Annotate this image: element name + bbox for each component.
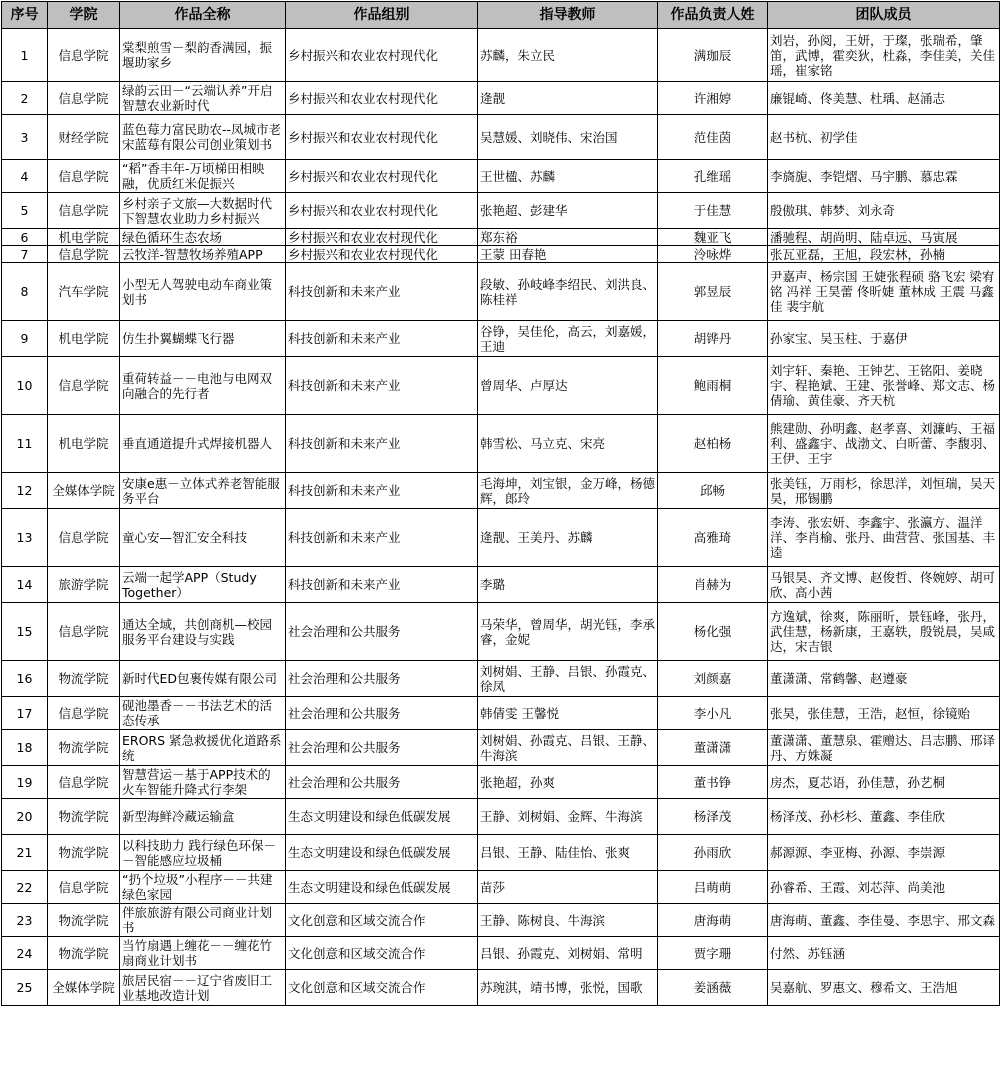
cell-college: 物流学院 <box>48 730 120 766</box>
cell-college: 信息学院 <box>48 246 120 263</box>
cell-members: 董潇潇、常鹤馨、赵遵豪 <box>768 661 1000 697</box>
header-members: 团队成员 <box>768 2 1000 29</box>
cell-group: 社会治理和公共服务 <box>286 603 478 661</box>
cell-college: 物流学院 <box>48 835 120 871</box>
cell-no: 1 <box>2 29 48 82</box>
cell-teachers: 苗莎 <box>478 871 658 904</box>
cell-title: “扔个垃圾”小程序－－共建绿色家园 <box>120 871 286 904</box>
cell-title: 智慧营运－基于APP技术的火车智能升降式行李架 <box>120 766 286 799</box>
cell-group: 社会治理和公共服务 <box>286 697 478 730</box>
cell-teachers: 王蒙 田春艳 <box>478 246 658 263</box>
cell-teachers: 王静、刘树娟、金辉、牛海滨 <box>478 799 658 835</box>
cell-members: 郝源源、李亚梅、孙源、李崇源 <box>768 835 1000 871</box>
cell-members: 熊建勋、孙明鑫、赵孝喜、刘濂屿、王福利、盛鑫宇、战渤文、白昕蕾、李馥羽、王伊、王宇 <box>768 415 1000 473</box>
cell-group: 科技创新和未来产业 <box>286 509 478 567</box>
cell-group: 生态文明建设和绿色低碳发展 <box>286 871 478 904</box>
cell-college: 全媒体学院 <box>48 473 120 509</box>
cell-leader: 刘颜嘉 <box>658 661 768 697</box>
cell-members: 赵书杭、初学佳 <box>768 115 1000 160</box>
cell-college: 信息学院 <box>48 509 120 567</box>
cell-teachers: 苏琬淇，靖书博，张悦，国歌 <box>478 970 658 1006</box>
cell-no: 4 <box>2 160 48 193</box>
cell-leader: 杨泽茂 <box>658 799 768 835</box>
cell-no: 21 <box>2 835 48 871</box>
header-college: 学院 <box>48 2 120 29</box>
table-row <box>2 766 1000 799</box>
header-group: 作品组别 <box>286 2 478 29</box>
cell-title: 童心安—智汇安全科技 <box>120 509 286 567</box>
cell-no: 9 <box>2 321 48 357</box>
cell-leader: 鲍雨桐 <box>658 357 768 415</box>
table-row <box>2 193 1000 229</box>
cell-teachers: 吴慧媛、刘晓伟、宋治国 <box>478 115 658 160</box>
cell-no: 23 <box>2 904 48 937</box>
cell-teachers: 马荣华，曾周华，胡光钰，李承睿，金妮 <box>478 603 658 661</box>
cell-title: 以科技助力 践行绿色环保－－智能感应垃圾桶 <box>120 835 286 871</box>
cell-title: 棠梨煎雪－梨韵香满园，振堰助家乡 <box>120 29 286 82</box>
cell-college: 机电学院 <box>48 321 120 357</box>
table-row <box>2 321 1000 357</box>
cell-title: 新型海鲜冷藏运输盒 <box>120 799 286 835</box>
cell-title: 云端一起学APP（Study Together） <box>120 567 286 603</box>
cell-college: 旅游学院 <box>48 567 120 603</box>
cell-title: ERORS 紧急救援优化道路系统 <box>120 730 286 766</box>
cell-leader: 邱畅 <box>658 473 768 509</box>
cell-teachers: 刘树娟、王静、吕银、孙霞克、徐凤 <box>478 661 658 697</box>
cell-leader: 孔维瑶 <box>658 160 768 193</box>
table-row <box>2 509 1000 567</box>
cell-no: 13 <box>2 509 48 567</box>
cell-teachers: 苏麟，朱立民 <box>478 29 658 82</box>
cell-teachers: 段敏、孙岐峰李绍民、刘洪良、陈桂祥 <box>478 263 658 321</box>
cell-group: 生态文明建设和绿色低碳发展 <box>286 799 478 835</box>
cell-college: 信息学院 <box>48 160 120 193</box>
cell-members: 张昊，张佳慧，王浩，赵恒，徐镜贻 <box>768 697 1000 730</box>
cell-no: 12 <box>2 473 48 509</box>
table-row <box>2 904 1000 937</box>
cell-teachers: 李璐 <box>478 567 658 603</box>
cell-no: 17 <box>2 697 48 730</box>
table-row <box>2 263 1000 321</box>
table-row <box>2 697 1000 730</box>
table-row <box>2 246 1000 263</box>
cell-group: 科技创新和未来产业 <box>286 321 478 357</box>
table-row <box>2 29 1000 82</box>
table-row <box>2 415 1000 473</box>
cell-group: 乡村振兴和农业农村现代化 <box>286 115 478 160</box>
cell-no: 16 <box>2 661 48 697</box>
cell-leader: 赵柏杨 <box>658 415 768 473</box>
cell-title: 云牧洋-智慧牧场养殖APP <box>120 246 286 263</box>
cell-teachers: 逄靓 <box>478 82 658 115</box>
table-row <box>2 835 1000 871</box>
cell-title: 通达全域，共创商机—校园服务平台建设与实践 <box>120 603 286 661</box>
cell-college: 信息学院 <box>48 29 120 82</box>
cell-group: 文化创意和区域交流合作 <box>286 970 478 1006</box>
cell-title: 仿生扑翼蝴蝶飞行器 <box>120 321 286 357</box>
cell-group: 社会治理和公共服务 <box>286 730 478 766</box>
cell-title: 安康e惠－立体式养老智能服务平台 <box>120 473 286 509</box>
cell-no: 15 <box>2 603 48 661</box>
cell-members: 李旖旎、李铠熠、马宇鹏、慕忠霖 <box>768 160 1000 193</box>
cell-leader: 姜涵薇 <box>658 970 768 1006</box>
cell-college: 信息学院 <box>48 357 120 415</box>
cell-members: 孙家宝、吴玉柱、于嘉伊 <box>768 321 1000 357</box>
cell-title: 新时代ED包裹传媒有限公司 <box>120 661 286 697</box>
cell-no: 22 <box>2 871 48 904</box>
cell-title: 砚池墨香－－书法艺术的活态传承 <box>120 697 286 730</box>
table-row <box>2 937 1000 970</box>
cell-members: 刘宇轩、秦艳、王钟艺、王铭阳、姜晓宇、程艳斌、王建、张誉峰、郑文志、杨倩瑜、黄佳豪、齐天杭 <box>768 357 1000 415</box>
cell-leader: 泠咏烨 <box>658 246 768 263</box>
cell-leader: 范佳茵 <box>658 115 768 160</box>
table-row <box>2 160 1000 193</box>
cell-college: 物流学院 <box>48 661 120 697</box>
cell-teachers: 吕银、王静、陆佳怡、张爽 <box>478 835 658 871</box>
cell-teachers: 刘树娟、孙霞克、吕银、王静、牛海滨 <box>478 730 658 766</box>
cell-no: 5 <box>2 193 48 229</box>
table-row <box>2 229 1000 246</box>
cell-no: 24 <box>2 937 48 970</box>
cell-college: 信息学院 <box>48 82 120 115</box>
cell-members: 尹嘉声、杨宗国 王婕张程硕 骆飞宏 梁宥铭 冯祥 王昊蕾 佟昕婕 董林成 王震 马鑫佳 裴宇航 <box>768 263 1000 321</box>
cell-title: “稻”香丰年-万顷梯田相映融，优质红米促振兴 <box>120 160 286 193</box>
table-row <box>2 730 1000 766</box>
cell-members: 刘岩，孙阅，王妍，于璨，张瑞希，肇笛，武博，霍奕狄，杜淼，李佳美，关佳瑶，崔家铭 <box>768 29 1000 82</box>
cell-no: 25 <box>2 970 48 1006</box>
table-row <box>2 567 1000 603</box>
cell-teachers: 张艳超，孙爽 <box>478 766 658 799</box>
cell-title: 小型无人驾驶电动车商业策划书 <box>120 263 286 321</box>
cell-members: 李涛、张宏妍、李鑫宇、张瀛方、温洋洋、李肖榆、张丹、曲营营、张国基、丰逵 <box>768 509 1000 567</box>
cell-group: 社会治理和公共服务 <box>286 766 478 799</box>
cell-group: 科技创新和未来产业 <box>286 473 478 509</box>
cell-leader: 董潇潇 <box>658 730 768 766</box>
cell-members: 张瓦亚磊，王旭，段宏林，孙楠 <box>768 246 1000 263</box>
header-no: 序号 <box>2 2 48 29</box>
cell-group: 社会治理和公共服务 <box>286 661 478 697</box>
cell-teachers: 曾周华、卢厚达 <box>478 357 658 415</box>
cell-title: 重荷转益－－电池与电网双向融合的先行者 <box>120 357 286 415</box>
cell-no: 6 <box>2 229 48 246</box>
header-row <box>2 2 1000 29</box>
header-leader: 作品负责人姓 <box>658 2 768 29</box>
cell-college: 信息学院 <box>48 871 120 904</box>
table-row <box>2 871 1000 904</box>
table-row <box>2 82 1000 115</box>
cell-college: 财经学院 <box>48 115 120 160</box>
cell-members: 唐海萌、董鑫、李佳曼、李思宇、邢文森 <box>768 904 1000 937</box>
cell-members: 付然、苏钰涵 <box>768 937 1000 970</box>
cell-leader: 高雅琦 <box>658 509 768 567</box>
cell-college: 机电学院 <box>48 415 120 473</box>
cell-no: 11 <box>2 415 48 473</box>
cell-leader: 满珈辰 <box>658 29 768 82</box>
cell-no: 20 <box>2 799 48 835</box>
cell-members: 董潇潇、董慧泉、霍赠达、吕志鹏、邢译丹、方姝凝 <box>768 730 1000 766</box>
table-row <box>2 799 1000 835</box>
table-row <box>2 115 1000 160</box>
cell-title: 垂直通道提升式焊接机器人 <box>120 415 286 473</box>
cell-group: 乡村振兴和农业农村现代化 <box>286 193 478 229</box>
table-row <box>2 603 1000 661</box>
cell-no: 2 <box>2 82 48 115</box>
cell-no: 7 <box>2 246 48 263</box>
cell-members: 吴嘉航、罗惠文、穆希文、王浩旭 <box>768 970 1000 1006</box>
cell-leader: 胡铧丹 <box>658 321 768 357</box>
cell-group: 文化创意和区域交流合作 <box>286 904 478 937</box>
cell-group: 文化创意和区域交流合作 <box>286 937 478 970</box>
projects-table <box>1 1 1000 1006</box>
cell-leader: 孙雨欣 <box>658 835 768 871</box>
cell-members: 马银昊、齐文博、赵俊哲、佟婉婷、胡可欣、高小茜 <box>768 567 1000 603</box>
cell-college: 全媒体学院 <box>48 970 120 1006</box>
cell-members: 廉锟崎、佟美慧、杜瑀、赵涌志 <box>768 82 1000 115</box>
cell-teachers: 王世楹、苏麟 <box>478 160 658 193</box>
cell-college: 信息学院 <box>48 603 120 661</box>
cell-teachers: 逄靓、王美丹、苏麟 <box>478 509 658 567</box>
header-teachers: 指导教师 <box>478 2 658 29</box>
cell-leader: 董书铮 <box>658 766 768 799</box>
cell-college: 汽车学院 <box>48 263 120 321</box>
cell-leader: 吕萌萌 <box>658 871 768 904</box>
cell-college: 物流学院 <box>48 904 120 937</box>
cell-group: 生态文明建设和绿色低碳发展 <box>286 835 478 871</box>
cell-teachers: 毛海坤，刘宝银，金万峰，杨德辉，郎玲 <box>478 473 658 509</box>
cell-leader: 贾字珊 <box>658 937 768 970</box>
cell-no: 3 <box>2 115 48 160</box>
cell-teachers: 吕银、孙霞克、刘树娟、常明 <box>478 937 658 970</box>
cell-title: 绿色循环生态农场 <box>120 229 286 246</box>
cell-members: 殷傲琪、韩梦、刘永奇 <box>768 193 1000 229</box>
table-row <box>2 473 1000 509</box>
cell-members: 方逸斌，徐爽，陈丽昕，景钰峰，张丹，武佳慧，杨新康，王嘉轶，殷锐晨，吴咸达，宋吉银 <box>768 603 1000 661</box>
cell-members: 房杰，夏芯语，孙佳慧，孙艺桐 <box>768 766 1000 799</box>
cell-leader: 魏亚飞 <box>658 229 768 246</box>
cell-group: 乡村振兴和农业农村现代化 <box>286 160 478 193</box>
cell-teachers: 张艳超、彭建华 <box>478 193 658 229</box>
cell-group: 乡村振兴和农业农村现代化 <box>286 229 478 246</box>
table-row <box>2 357 1000 415</box>
cell-members: 孙睿希、王霞、刘芯萍、尚美池 <box>768 871 1000 904</box>
cell-leader: 李小凡 <box>658 697 768 730</box>
cell-no: 19 <box>2 766 48 799</box>
cell-title: 当竹扇遇上缠花－－缠花竹扇商业计划书 <box>120 937 286 970</box>
cell-no: 14 <box>2 567 48 603</box>
cell-title: 蓝色莓力富民助农--凤城市老宋蓝莓有限公司创业策划书 <box>120 115 286 160</box>
cell-college: 信息学院 <box>48 766 120 799</box>
cell-members: 张美钰，万雨杉，徐思洋，刘恒瑞，吴天昊，邢锡鹏 <box>768 473 1000 509</box>
cell-leader: 郭昱辰 <box>658 263 768 321</box>
cell-leader: 许湘婷 <box>658 82 768 115</box>
cell-members: 潘驰程、胡尚明、陆卓远、马寅展 <box>768 229 1000 246</box>
cell-group: 科技创新和未来产业 <box>286 357 478 415</box>
cell-college: 信息学院 <box>48 697 120 730</box>
cell-no: 10 <box>2 357 48 415</box>
cell-leader: 唐海萌 <box>658 904 768 937</box>
cell-leader: 杨化强 <box>658 603 768 661</box>
cell-leader: 肖赫为 <box>658 567 768 603</box>
cell-group: 乡村振兴和农业农村现代化 <box>286 82 478 115</box>
cell-group: 科技创新和未来产业 <box>286 415 478 473</box>
cell-group: 科技创新和未来产业 <box>286 567 478 603</box>
cell-group: 乡村振兴和农业农村现代化 <box>286 246 478 263</box>
cell-title: 伴旅旅游有限公司商业计划书 <box>120 904 286 937</box>
cell-members: 杨泽茂、孙杉杉、董鑫、李佳欣 <box>768 799 1000 835</box>
cell-no: 8 <box>2 263 48 321</box>
cell-title: 旅居民宿－－辽宁省废旧工业基地改造计划 <box>120 970 286 1006</box>
cell-teachers: 韩倩雯 王馨悦 <box>478 697 658 730</box>
cell-college: 机电学院 <box>48 229 120 246</box>
cell-title: 乡村亲子文旅—大数据时代下智慧农业助力乡村振兴 <box>120 193 286 229</box>
cell-teachers: 郑东裕 <box>478 229 658 246</box>
cell-college: 物流学院 <box>48 937 120 970</box>
header-title: 作品全称 <box>120 2 286 29</box>
cell-teachers: 谷铮，吴佳伦，高云，刘嘉媛，王迪 <box>478 321 658 357</box>
cell-college: 信息学院 <box>48 193 120 229</box>
table-row <box>2 661 1000 697</box>
table-row <box>2 970 1000 1006</box>
cell-group: 乡村振兴和农业农村现代化 <box>286 29 478 82</box>
cell-no: 18 <box>2 730 48 766</box>
cell-college: 物流学院 <box>48 799 120 835</box>
cell-teachers: 韩雪松、马立克、宋亮 <box>478 415 658 473</box>
cell-teachers: 王静、陈树良、牛海滨 <box>478 904 658 937</box>
cell-title: 绿韵云田－“云端认养”开启智慧农业新时代 <box>120 82 286 115</box>
cell-group: 科技创新和未来产业 <box>286 263 478 321</box>
cell-leader: 于佳慧 <box>658 193 768 229</box>
